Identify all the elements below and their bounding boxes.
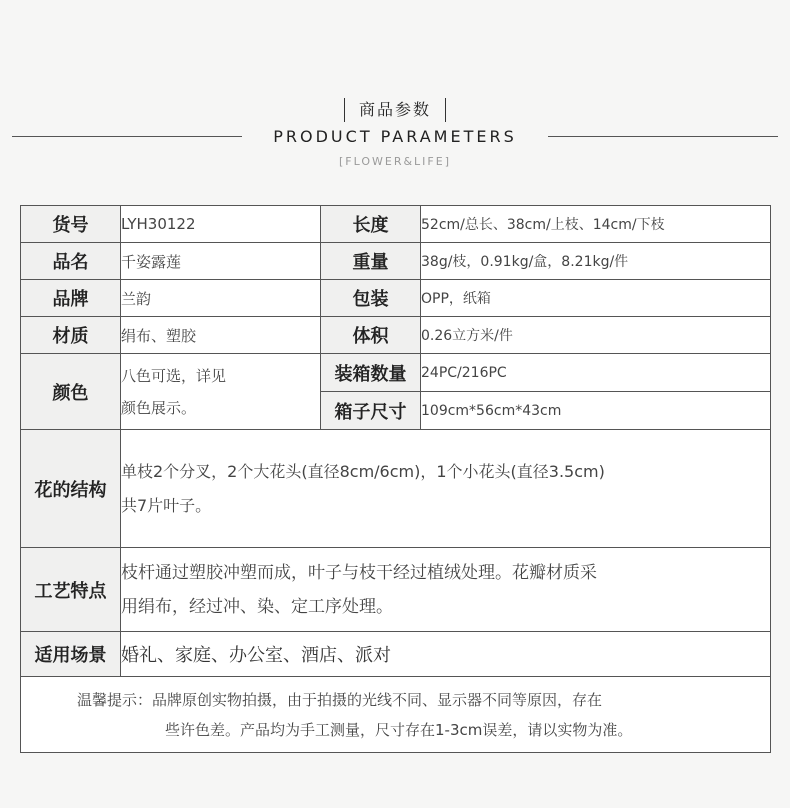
volume-label: 体积 [321, 317, 421, 354]
box-size-value: 109cm*56cm*43cm [421, 392, 771, 430]
item-no-label: 货号 [21, 206, 121, 243]
craft-label: 工艺特点 [21, 548, 121, 632]
volume-value: 0.26立方米/件 [421, 317, 771, 354]
structure-value-line: 单枝2个分叉，2个大花头(直径8cm/6cm)，1个小花头(直径3.5cm) [121, 461, 605, 481]
table-row [21, 632, 771, 677]
color-value-line: 八色可选，详见 [121, 366, 227, 385]
item-no-value: LYH30122 [121, 206, 321, 243]
craft-value [121, 548, 771, 632]
table-row [21, 548, 771, 632]
packing-qty-value: 24PC/216PC [421, 354, 771, 392]
color-value [121, 354, 321, 430]
name-label: 品名 [21, 243, 121, 280]
section-subtitle: [FLOWER&LIFE] [338, 155, 451, 168]
color-value-line: 颜色展示。 [121, 398, 197, 417]
material-value: 绢布、塑胶 [121, 317, 321, 354]
table-row [21, 317, 771, 354]
divider-right [548, 136, 778, 137]
table-row [21, 677, 771, 753]
weight-label: 重量 [321, 243, 421, 280]
package-value: OPP，纸箱 [421, 280, 771, 317]
notice-line: 温馨提示：品牌原创实物拍摄，由于拍摄的光线不同、显示器不同等原因，存在 [77, 690, 603, 709]
packing-qty-label: 装箱数量 [321, 354, 421, 392]
structure-value-line: 共7片叶子。 [121, 495, 212, 515]
name-value: 千姿露莲 [121, 243, 321, 280]
structure-value [121, 430, 771, 548]
notice-line: 些许色差。产品均为手工测量，尺寸存在1-3cm误差，请以实物为准。 [165, 720, 633, 739]
brand-value: 兰韵 [121, 280, 321, 317]
box-size-label: 箱子尺寸 [321, 392, 421, 430]
scene-label: 适用场景 [21, 632, 121, 677]
craft-value-line: 用绢布，经过冲、染、定工序处理。 [121, 596, 393, 617]
table-row [21, 206, 771, 243]
scene-value: 婚礼、家庭、办公室、酒店、派对 [121, 632, 771, 677]
section-title-cn: 商品参数 [344, 98, 446, 122]
section-header [0, 0, 790, 190]
material-label: 材质 [21, 317, 121, 354]
brand-label: 品牌 [21, 280, 121, 317]
craft-value-line: 枝杆通过塑胶冲塑而成，叶子与枝干经过植绒处理。花瓣材质采 [121, 562, 597, 583]
notice [21, 677, 771, 753]
weight-value: 38g/枝，0.91kg/盒，8.21kg/件 [421, 243, 771, 280]
product-parameters-table [20, 205, 771, 753]
table-row [21, 354, 771, 392]
color-label: 颜色 [21, 354, 121, 430]
length-label: 长度 [321, 206, 421, 243]
structure-label: 花的结构 [21, 430, 121, 548]
section-title-en: PRODUCT PARAMETERS [273, 127, 517, 146]
table-row [21, 280, 771, 317]
table-row [21, 243, 771, 280]
package-label: 包装 [321, 280, 421, 317]
table-row [21, 430, 771, 548]
length-value: 52cm/总长、38cm/上枝、14cm/下枝 [421, 206, 771, 243]
